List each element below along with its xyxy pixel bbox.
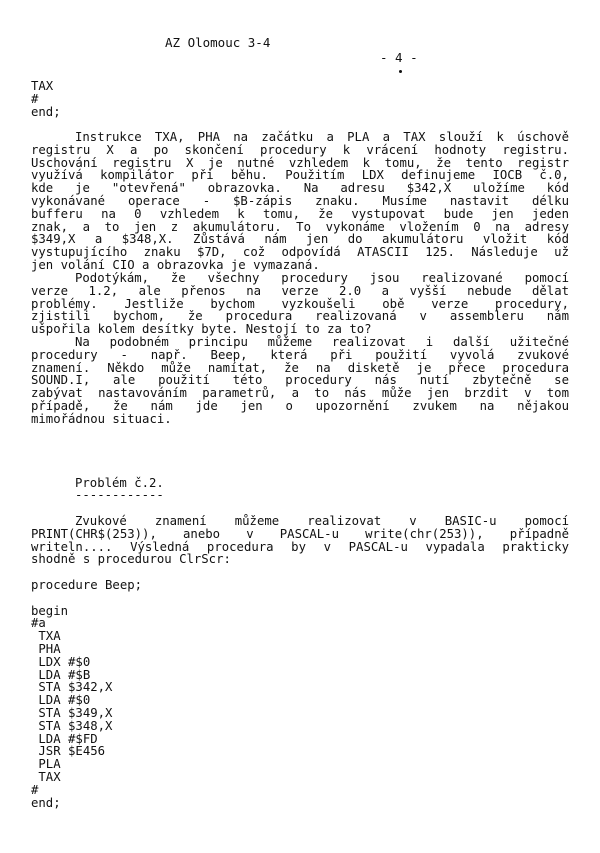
text-line: znak, a to jen z akumulátoru. To vykonáme vložením 0 na adresy: [31, 219, 569, 234]
text-line: Uschování registru X je nutné vzhledem k tomu, že tento registr: [31, 155, 569, 170]
text-line: bufferu na 0 vzhledem k tomu, že vystupovat bude jen jeden: [31, 206, 569, 221]
text-line: shodně s procedurou ClrScr:: [31, 552, 231, 567]
text-line: zjistili bychom, že procedura realizovaná v assembleru nám: [31, 309, 569, 324]
header-title: AZ Olomouc 3-4: [165, 35, 271, 50]
page-header: [0, 20, 600, 80]
text-line: Podotýkám, že všechny procedury jsou realizované pomocí: [75, 271, 569, 285]
text-line: verze 1.2, ale přenos na verze 2.0 a vyšší nebude dělat: [31, 283, 569, 298]
section-title: Problém č.2.: [75, 476, 164, 490]
text-line: Zvukové znamení můžeme realizovat v BASIC-u pomocí: [75, 514, 569, 528]
text-line: případě, že nám jde jen o upozornění zvukem na nějakou: [31, 398, 569, 413]
paragraph-1: [31, 131, 569, 272]
paragraph-4: [31, 515, 569, 566]
text-line: registru X a po skončení procedury k vrácení hodnoty registru.: [31, 142, 569, 157]
text-line: procedury - např. Beep, která při použití vyvolá zvukové: [31, 347, 569, 362]
text-line: zabývat nastavováním parametrů, a to nás může jen brzdit v tom: [31, 386, 569, 401]
text-line: vystupujícího znaku $7D, což odpovídá ATASCII 125. Následuje už: [31, 245, 569, 260]
text-line: problémy. Jestliže bychom vyzkoušeli obě verze procedury,: [31, 296, 569, 311]
code-block-top: TAX # end;: [31, 79, 61, 119]
text-line: Instrukce TXA, PHA na začátku a PLA a TAX slouží k úschově: [75, 130, 569, 144]
page-number: - 4 -: [380, 50, 418, 65]
text-line: ušpořila kolem desítky byte. Nestojí to za to?: [31, 322, 372, 337]
text-line: využívá kompilátor při běhu. Použitím LDX definujeme IOCB č.0,: [31, 168, 569, 183]
text-line: Na podobném principu můžeme realizovat i další užitečné: [75, 335, 569, 349]
text-line: jen volání CIO a obrazovka je vymazaná.: [31, 257, 320, 272]
paragraph-3: [31, 336, 569, 426]
text-line: mimořádnou situaci.: [31, 411, 172, 426]
text-line: $349,X a $348,X. Zůstává nám jen do akumulátoru vložit kód: [31, 232, 569, 247]
section-underline: ------------: [75, 488, 164, 502]
text-line: PRINT(CHR$(253)), anebo v PASCAL-u write(chr(253)), případně: [31, 526, 569, 541]
text-line: writeln.... Výsledná procedura by v PASCAL-u vypadala prakticky: [31, 539, 569, 554]
text-line: SOUND.I, ale použití této procedury nás nutí zbytečně se: [31, 373, 569, 388]
text-line: znamení. Někdo může namítat, že na disketě je přece procedura: [31, 360, 569, 375]
text-line: kde je "otevřená" obrazovka. Na adresu $342,X uložíme kód: [31, 181, 569, 196]
code-block-bottom: procedure Beep; begin #a TXA PHA LDX #$0 LDA #$B STA $342,X LDA #$0 STA $349,X STA $348,X LDA #$FD JSR $E456 PLA TAX # end;: [31, 578, 143, 810]
text-line: vykonávané operace - $B-zápis znaku. Musíme nastavit délku: [31, 193, 569, 208]
stray-dot: [399, 70, 402, 73]
paragraph-2: [31, 272, 569, 336]
